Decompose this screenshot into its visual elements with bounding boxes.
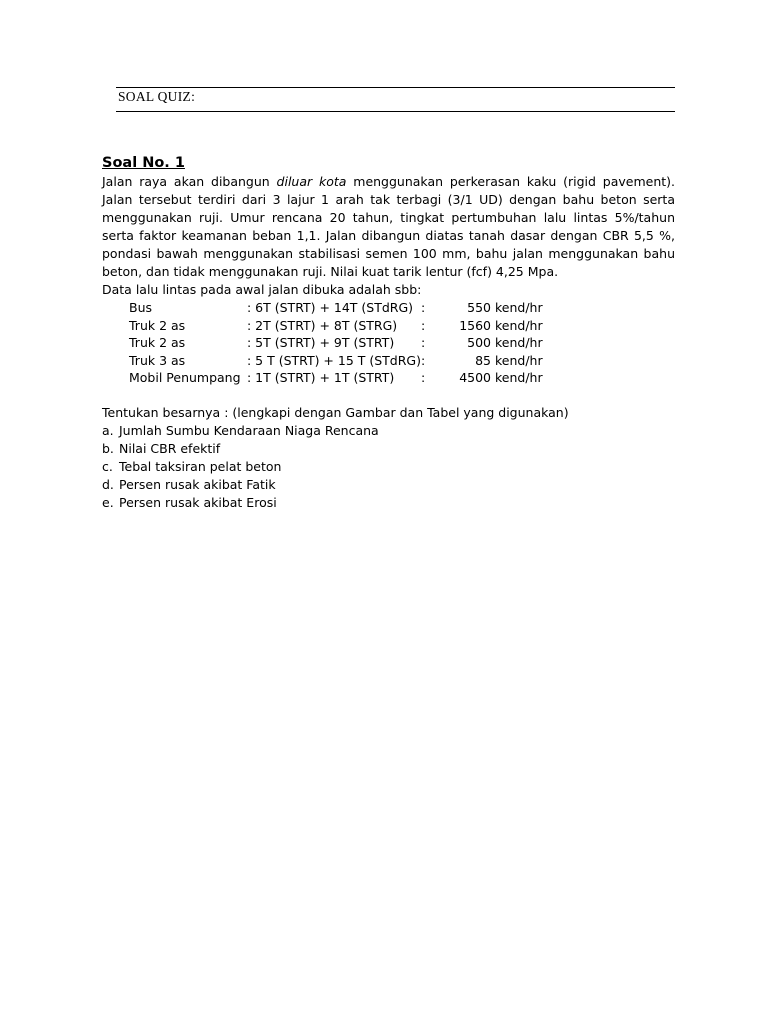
traffic-volume: 550 [467,300,491,315]
colon: : [421,317,426,333]
traffic-table [129,299,543,387]
volume-unit: kend/hr [495,300,543,315]
task-list [102,422,675,512]
header-rule-bottom [116,111,675,112]
axle-config: : 2T (STRT) + 8T (STRG) [247,317,398,333]
vehicle-name: Mobil Penumpang [129,370,241,386]
question-heading: Soal No. 1 [102,155,185,171]
list-item [102,476,675,494]
volume-unit: kend/hr [495,370,543,386]
list-item-label: b. [102,440,114,456]
list-item-text: Persen rusak akibat Fatik [119,476,276,492]
task-intro: Tentukan besarnya : (lengkapi dengan Gambar dan Tabel yang digunakan) [102,404,569,420]
question-body [102,153,675,512]
list-item-label: d. [102,476,114,492]
description-text-1: Jalan raya akan dibangun [102,174,277,189]
table-row [129,334,543,352]
axle-config: : 5 T (STRT) + 15 T (STdRG) [247,352,421,368]
colon: : [421,300,426,315]
header-rule-top [116,87,675,88]
table-row [129,352,543,370]
colon: : [421,335,426,351]
header-title: SOAL QUIZ: [118,89,196,104]
list-item-text: Tebal taksiran pelat beton [119,458,282,474]
table-row [129,299,543,317]
volume-unit: kend/hr [495,352,543,368]
traffic-volume: 500 [467,335,491,351]
traffic-volume: 1560 [459,317,491,333]
list-item-text: Persen rusak akibat Erosi [119,494,277,510]
volume-unit: kend/hr [495,335,543,351]
table-row [129,317,543,335]
list-item [102,458,675,476]
list-item-text: Jumlah Sumbu Kendaraan Niaga Rencana [119,422,379,438]
volume-unit: kend/hr [495,317,543,333]
list-item [102,494,675,512]
list-item-label: c. [102,458,113,474]
traffic-volume: 4500 [459,370,491,386]
table-row [129,369,543,387]
axle-config: : 6T (STRT) + 14T (STdRG) [247,300,414,315]
list-item-text: Nilai CBR efektif [119,440,221,456]
colon: : [421,352,426,368]
traffic-intro: Data lalu lintas pada awal jalan dibuka adalah sbb: [102,282,422,297]
problem-description [102,173,675,281]
axle-config: : 1T (STRT) + 1T (STRT) [247,370,395,386]
list-item-label: a. [102,422,114,438]
axle-config: : 5T (STRT) + 9T (STRT) [247,335,395,351]
vehicle-name: Truk 2 as [129,335,186,351]
colon: : [421,370,426,386]
traffic-volume: 85 [475,352,491,368]
list-item [102,422,675,440]
vehicle-name: Truk 2 as [129,317,186,333]
vehicle-name: Truk 3 as [129,352,186,368]
vehicle-name: Bus [129,300,153,315]
list-item-label: e. [102,494,114,510]
spacer [102,387,675,404]
description-text-2: menggunakan perkerasan kaku (rigid pavement). Jalan tersebut terdiri dari 3 lajur 1 arah tak terbagi (3/1 UD) dengan bahu beton serta menggunakan ruji. Umur rencana 20 tahun, tingkat pertumbuhan lalu lintas 5%/tahun serta faktor keamanan beban 1,1. Jalan dibangun diatas tanah dasar dengan CBR 5,5 %, pondasi bawah menggunakan stabilisasi semen 100 mm, bahu jalan menggunakan bahu beton, dan tidak menggunakan ruji. Nilai kuat tarik lentur (fcf) 4,25 Mpa. [102,174,675,279]
list-item [102,440,675,458]
description-italic: diluar kota [276,174,347,189]
